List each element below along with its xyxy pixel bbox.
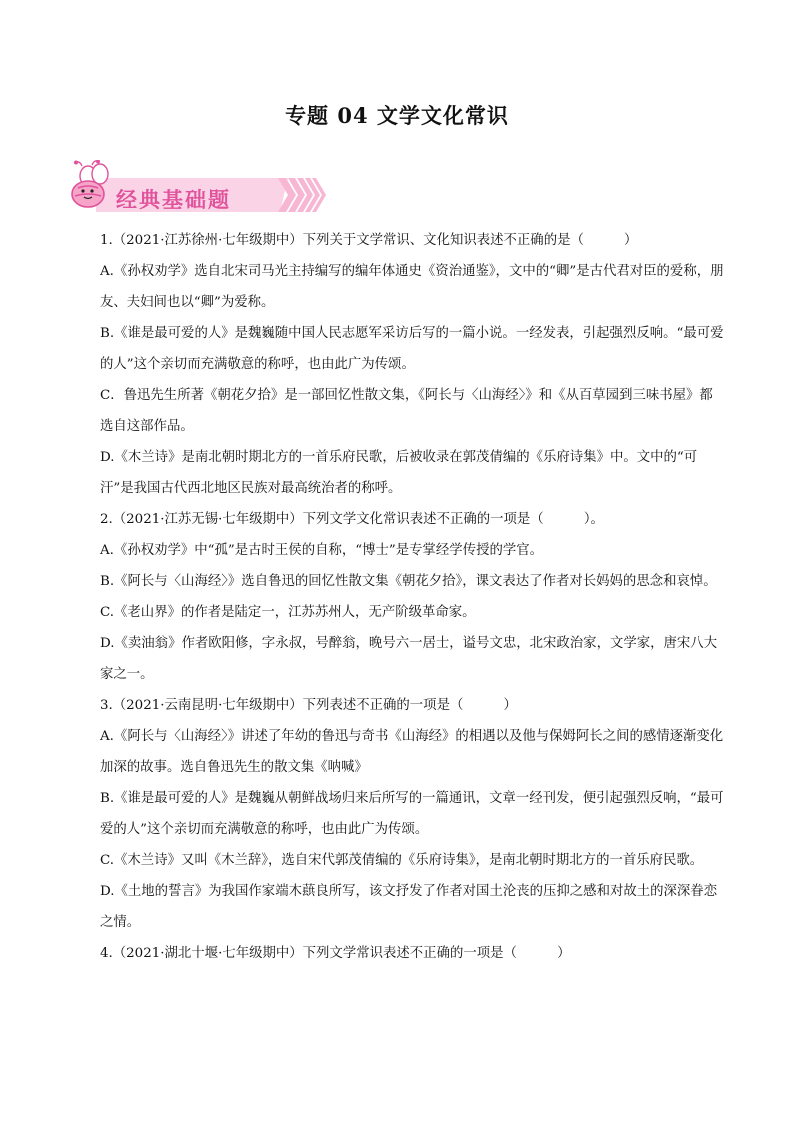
option-c: C．鲁迅先生所著《朝花夕拾》是一部回忆性散文集，《阿长与〈山海经〉》和《从百草园到三味书屋》都选自这部作品。	[100, 388, 713, 434]
document-title: 专题 04 文学文化常识	[285, 103, 509, 128]
option-c: C.《老山界》的作者是陆定一，江苏苏州人，无产阶级革命家。	[100, 605, 476, 620]
question-stem: 4.（2021·湖北十堰·七年级期中）下列文学常识表述不正确的一项是（ ）	[100, 946, 571, 961]
bee-icon	[72, 160, 108, 207]
option-d: D.《土地的誓言》为我国作家端木蕻良所写，该文抒发了作者对国土沦丧的压抑之感和对故土的深深眷恋之情。	[100, 884, 718, 930]
section-banner	[66, 160, 328, 218]
option-c: C.《木兰诗》又叫《木兰辞》，选自宋代郭茂倩编的《乐府诗集》，是南北朝时期北方的一首乐府民歌。	[100, 853, 704, 868]
option-a: A.《孙权劝学》选自北宋司马光主持编写的编年体通史《资治通鉴》，文中的“卿”是古代君对臣的爱称，朋友、夫妇间也以“卿”为爱称。	[100, 264, 724, 310]
option-b: B.《谁是最可爱的人》是魏巍随中国人民志愿军采访后写的一篇小说。一经发表，引起强烈反响。“最可爱的人”这个亲切而充满敬意的称呼，也由此广为传颂。	[100, 326, 724, 372]
option-d: D.《木兰诗》是南北朝时期北方的一首乐府民歌，后被收录在郭茂倩编的《乐府诗集》中。文中的“可汗”是我国古代西北地区民族对最高统治者的称呼。	[100, 450, 698, 496]
option-d: D.《卖油翁》作者欧阳修，字永叔，号醉翁，晚号六一居士，谥号文忠，北宋政治家，文学家，唐宋八大家之一。	[100, 636, 718, 682]
option-a: A.《孙权劝学》中“孤”是古时王侯的自称，“博士”是专掌经学传授的学官。	[100, 543, 544, 558]
option-b: B.《谁是最可爱的人》是魏巍从朝鲜战场归来后所写的一篇通讯，文章一经刊发，便引起强烈反响，“最可爱的人”这个亲切而充满敬意的称呼，也由此广为传颂。	[100, 791, 724, 837]
question-stem: 2.（2021·江苏无锡·七年级期中）下列文学文化常识表述不正确的一项是（ ）。	[100, 512, 604, 527]
question-stem: 1.（2021·江苏徐州·七年级期中）下列关于文学常识、文化知识表述不正确的是（ ）	[100, 233, 638, 248]
question-stem: 3.（2021·云南昆明·七年级期中）下列表述不正确的一项是（ ）	[100, 698, 517, 713]
question-list	[100, 225, 724, 969]
section-label: 经典基础题	[116, 188, 231, 212]
option-b: B.《阿长与〈山海经〉》选自鲁迅的回忆性散文集《朝花夕拾》，课文表达了作者对长妈妈的思念和哀悼。	[100, 574, 717, 589]
option-a: A.《阿长与〈山海经〉》讲述了年幼的鲁迅与奇书《山海经》的相遇以及他与保姆阿长之间的感情逐渐变化加深的故事。选自鲁迅先生的散文集《呐喊》	[100, 729, 724, 775]
